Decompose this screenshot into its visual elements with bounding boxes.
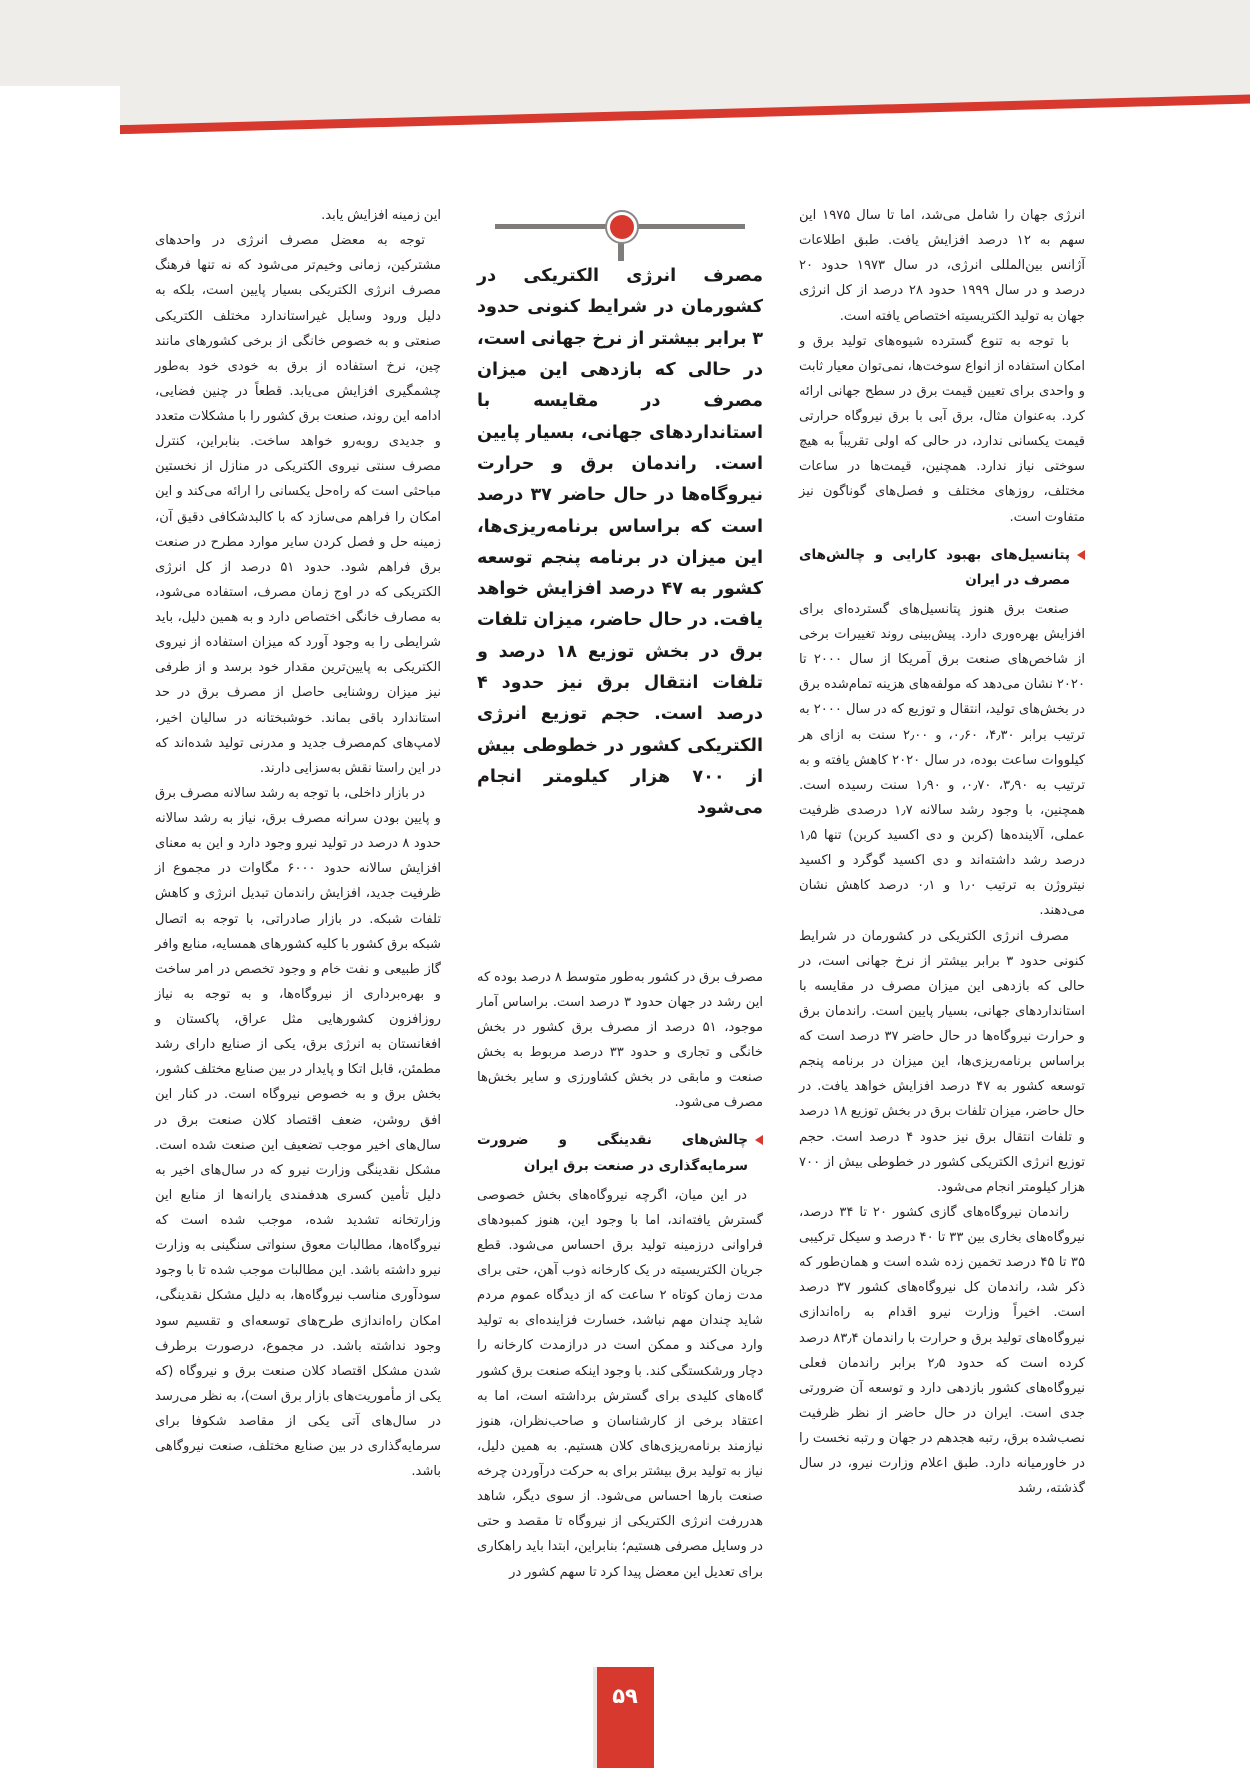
section-heading-efficiency	[799, 543, 1085, 593]
paragraph: مصرف انرژی الکتریکی در کشورمان در شرایط کنونی حدود ۳ برابر بیشتر از نرخ جهانی است، در حالی که بازدهی این میزان مصرف در مقایسه با استانداردهای جهانی، بسیار پایین است. راندمان برق و حرارت نیروگاه‌ها در حال حاضر ۳۷ درصد است که براساس برنامه‌ریزی‌ها، این میزان در برنامه پنجم توسعه کشور به ۴۷ درصد افزایش خواهد یافت. در حال حاضر، میزان تلفات برق در بخش توزیع ۱۸ درصد و تلفات انتقال برق نیز حدود ۴ درصد است. حجم توزیع انرژی الکتریکی کشور در خطوطی بیش از ۷۰۰ هزار کیلومتر انجام می‌شود.	[799, 928, 1086, 1195]
column-left	[155, 203, 441, 1583]
column-middle	[477, 203, 763, 1583]
page-number-badge	[597, 1667, 654, 1768]
paragraph: در این میان، اگرچه نیروگاه‌های بخش خصوصی گسترش یافته‌اند، اما با وجود این، هنوز کمبودهای فراوانی درزمینه تولید برق احساس می‌شود. قطع جریان الکتریسیته در یک کارخانه ذوب آهن، حتی برای مدت زمان کوتاه ۲ ساعت که از دیدگاه عموم مردم شاید چندان مهم نباشد، خسارت فزاینده‌ای به تولید وارد می‌کند و ممکن است در درازمدت کارخانه را دچار ورشکستگی کند. با وجود اینکه صنعت برق کشور گاه‌های کلیدی برای گسترش برداشته است، اما به اعتقاد برخی از کارشناسان و صاحب‌نظران، هنوز نیازمند برنامه‌ریزی‌های کلان هستیم. به همین دلیل، نیاز به تولید برق بیشتر برای به حرکت درآوردن چرخه صنعت بارها احساس می‌شود. از سوی دیگر، شاهد هدررفت انرژی الکتریکی از نیروگاه تا مقصد و حتی در وسایل مصرفی هستیم؛ بنابراین، ابتدا باید راهکاری برای تعدیل این معضل پیدا کرد تا سهم کشور در	[477, 1187, 763, 1580]
pullquote-decoration	[477, 203, 763, 261]
pullquote-text: مصرف انرژی الکتریکی در کشورمان در شرایط کنونی حدود ۳ برابر بیشتر از نرخ جهانی است، در حالی که بازدهی این میزان مصرف در مقایسه با استانداردهای جهانی، بسیار پایین است. راندمان برق و حرارت نیروگاه‌ها در حال حاضر ۳۷ درصد است که براساس برنامه‌ریزی‌ها، این میزان در برنامه پنجم توسعه کشور به ۴۷ درصد افزایش خواهد یافت. در حال حاضر، میزان تلفات برق در بخش توزیع ۱۸ درصد و تلفات انتقال برق نیز حدود ۴ درصد است. حجم توزیع انرژی الکتریکی کشور در خطوطی بیش از ۷۰۰ هزار کیلومتر انجام می‌شود	[477, 266, 763, 819]
section-heading-label: پتانسیل‌های بهبود کارایی و چالش‌های مصرف در ایران	[799, 546, 1070, 588]
paragraph: در بازار داخلی، با توجه به رشد سالانه مصرف برق و پایین بودن سرانه مصرف برق، نیاز به رشد سالانه حدود ۸ درصد در تولید نیرو وجود دارد و این به معنای افزایش سالانه حدود ۶۰۰۰ مگاوات در مجموع از ظرفیت جدید، افزایش راندمان تبدیل انرژی و کاهش تلفات شبکه. در بازار صادراتی، با توجه به اتصال شبکه برق کشور با کلیه کشورهای همسایه، منابع وافر گاز طبیعی و نفت خام و وجود تخصص در امر ساخت و بهره‌برداری از نیروگاه‌ها، و به توجه به نیاز روزافزون کشورهایی مثل عراق، پاکستان و افغانستان به انرژی برق، یکی از صنایع دارای رشد مطمئن، قابل اتکا و پایدار در بین صنایع مختلف کشور، بخش برق و به خصوص نیروگاه است. در کنار این افق روشن، ضعف اقتصاد کلان صنعت برق در سال‌های اخیر موجب تضعیف این صنعت شده است. مشکل نقدینگی وزارت نیرو که در سال‌های اخیر به دلیل تأمین کسری هدفمندی یارانه‌ها از منابع این وزارتخانه تشدید شده، موجب شده است که نیروگاه‌ها، مطالبات معوق سنواتی سنگینی به وزارت نیرو داشته باشد. این مطالبات موجب شده تا با وجود سودآوری مناسب نیروگاه‌ها، به دلیل مشکل نقدینگی، امکان راه‌اندازی طرح‌های توسعه‌ای و تقسیم سود وجود نداشته باشد. در مجموع، درصورت برطرف شدن مشکل اقتصاد کلان صنعت برق و نیروگاه (که یکی از مأموریت‌های بازار برق است)، به نظر می‌رسد در سال‌های آتی یکی از مقاصد شکوفا برای سرمایه‌گذاری در بین صنایع مختلف، صنعت نیروگاهی باشد.	[155, 785, 441, 1480]
pullquote-block	[477, 203, 763, 825]
header-grey-wedge	[0, 0, 1250, 135]
pullquote-red-dot-icon	[610, 215, 634, 239]
paragraph: توجه به معضل مصرف انرژی در واحدهای مشترکین، زمانی وخیم‌تر می‌شود که نه تنها فرهنگ مصرف انرژی الکتریکی بسیار پایین است، بلکه به دلیل ورود وسایل غیراستاندارد مختلف الکتریکی صنعتی و به خصوص خانگی از برخی کشورهای مانند چین، نرخ استفاده از برق به خودی خود به‌طور چشمگیری افزایش می‌یابد. قطعاً در چنین فضایی، ادامه این روند، صنعت برق کشور را با مشکلات متعدد و جدیدی روبه‌رو خواهد ساخت. بنابراین، کنترل مصرف سنتی نیروی الکتریکی در منازل از نخستین مباحثی است که راه‌حل یکسانی را ارائه می‌کند و این امکان را فراهم می‌سازد که با کالبدشکافی دقیق آن، زمینه حل و فصل کردن سایر موارد مطرح در صنعت برق فراهم شود. حدود ۵۱ درصد از کل انرژی الکتریکی که در اوج زمان مصرف، استفاده می‌شود، به مصارف خانگی اختصاص دارد و به همین دلیل، باید شرایطی را به وجود آورد که میزان استفاده از نیروی الکتریکی به پایین‌ترین مقدار خود برسد و از طرفی نیز میزان روشنایی حاصل از مصرف برق در حد استاندارد باقی بماند. خوشبختانه در سالیان اخیر، لامپ‌های کم‌مصرف جدید و مدرنی تولید شده‌اند که در این راستا نقش به‌سزایی دارند.	[155, 233, 441, 776]
red-arrow-icon	[1077, 550, 1085, 560]
page-header-band	[0, 0, 1250, 160]
column-right	[799, 203, 1085, 1583]
paragraph: انرژی جهان را شامل می‌شد، اما تا سال ۱۹۷۵ این سهم به ۱۲ درصد افزایش یافت. طبق اطلاعات آژانس بین‌المللی انرژی، در سال ۱۹۷۳ حدود ۲۰ درصد و در سال ۱۹۹۹ حدود ۲۸ درصد از کل انرژی جهان به تولید الکتریسیته اختصاص یافته است.	[799, 208, 1086, 324]
section-heading-label: چالش‌های نقدینگی و ضرورت سرمایه‌گذاری در صنعت برق ایران	[477, 1132, 748, 1174]
three-column-grid	[155, 203, 1085, 1583]
paragraph: این زمینه افزایش یابد.	[321, 208, 441, 223]
paragraph: صنعت برق هنوز پتانسیل‌های گسترده‌ای برای افزایش بهره‌وری دارد. پیش‌بینی روند تغییرات برخی از شاخص‌های صنعت برق آمریکا از سال ۲۰۰۰ تا ۲۰۲۰ نشان می‌دهد که مولفه‌های هزینه تمام‌شده برق در بخش‌های تولید، انتقال و توزیع که در سال ۲۰۰۰ به ترتیب برابر ۴٫۳۰، ۰٫۶۰، و ۲٫۰۰ سنت به ازای هر کیلووات ساعت بوده، در سال ۲۰۲۰ کاهش یافته و به ترتیب به ۳٫۹۰، ۰٫۷۰، و ۱٫۹۰ سنت رسیده است. همچنین، با وجود رشد سالانه ۱٫۷ درصدی ظرفیت عملی، آلاینده‌ها (کربن و دی اکسید کربن) تنها ۱٫۵ درصد رشد داشته‌اند و دی اکسید گوگرد و اکسید نیتروژن به ترتیب ۱٫۰ و ۰٫۱ درصد کاهش نشان می‌دهند.	[799, 601, 1086, 919]
paragraph: مصرف برق در کشور به‌طور متوسط ۸ درصد بوده که این رشد در جهان حدود ۳ درصد است. براساس آمار موجود، ۵۱ درصد از مصرف برق کشور در بخش خانگی و تجاری و حدود ۳۳ درصد مربوط به بخش صنعت و مابقی در بخش کشاورزی و سایر بخش‌ها مصرف می‌شود.	[477, 969, 763, 1111]
header-white-notch	[0, 86, 120, 160]
column-spacer	[477, 847, 763, 965]
page-number-label: ۵۹	[612, 1684, 638, 1708]
page-body	[155, 203, 1085, 1583]
header-red-rule	[0, 92, 1250, 139]
red-arrow-icon	[755, 1135, 763, 1145]
paragraph: راندمان نیروگاه‌های گازی کشور ۲۰ تا ۳۴ درصد، نیروگاه‌های بخاری بین ۳۳ تا ۴۰ درصد و سیکل ترکیبی ۳۵ تا ۴۵ درصد تخمین زده شده است و همان‌طور که ذکر شد، راندمان کل نیروگاه‌های کشور ۳۷ درصد است. اخیراً وزارت نیرو اقدام به راه‌اندازی نیروگاه‌های تولید برق و حرارت با راندمان ۸۳٫۴ درصد کرده است که حدود ۲٫۵ برابر راندمان فعلی نیروگاه‌های کشور بازدهی دارد و توسعه آن ضرورتی جدی است. ایران در حال حاضر از نظر ظرفیت نصب‌شده برق، رتبه هجدهم در جهان و رتبه نخست را در خاورمیانه دارد. طبق اعلام وزارت نیرو، در سال گذشته، رشد	[799, 1204, 1085, 1497]
section-heading-liquidity	[477, 1128, 763, 1178]
paragraph: با توجه به تنوع گسترده شیوه‌های تولید برق و امکان استفاده از انواع سوخت‌ها، نمی‌توان معیار ثابت و واحدی برای تعیین قیمت برق در سطح جهانی ارائه کرد. به‌عنوان مثال، برق آبی با برق نیروگاه حرارتی قیمت یکسانی ندارد، در حالی که اولی تقریباً به هیچ سوختی نیاز ندارد. همچنین، قیمت‌ها در ساعات مختلف، روزهای مختلف و فصل‌های گوناگون نیز متفاوت است.	[799, 333, 1085, 525]
